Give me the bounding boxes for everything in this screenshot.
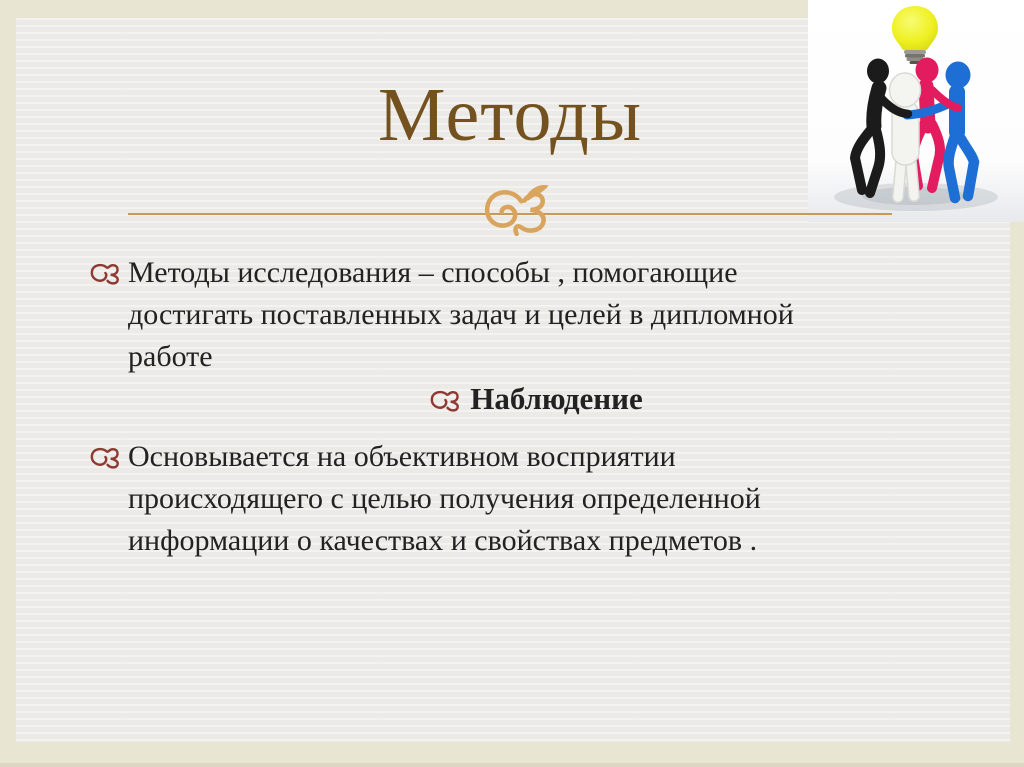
scroll-bullet-icon (88, 261, 121, 285)
text-line: достигать поставленных задач и целей в дипломной (128, 298, 794, 331)
text-line: информации о качествах и свойствах предметов . (128, 524, 758, 557)
scroll-bullet-icon (428, 388, 461, 412)
text-line: происходящего с целью получения определенной (128, 482, 761, 515)
bullet-paragraph-definition (128, 252, 943, 378)
text-line: Основывается на объективном восприятии (128, 440, 676, 473)
scroll-bullet-icon (88, 445, 121, 469)
slide-body (128, 252, 943, 562)
subheading-observation (128, 378, 943, 420)
subheading-text: Наблюдение (470, 381, 643, 416)
text-line: Методы исследования – способы , помогающие (128, 256, 738, 289)
text-line: работе (128, 340, 213, 373)
slide-title: Методы (377, 73, 643, 157)
teamwork-lightbulb-image (808, 0, 1024, 222)
divider-ornament-icon (468, 183, 560, 243)
bullet-paragraph-observation (128, 436, 943, 562)
teamwork-lightbulb-graphic (808, 0, 1024, 222)
